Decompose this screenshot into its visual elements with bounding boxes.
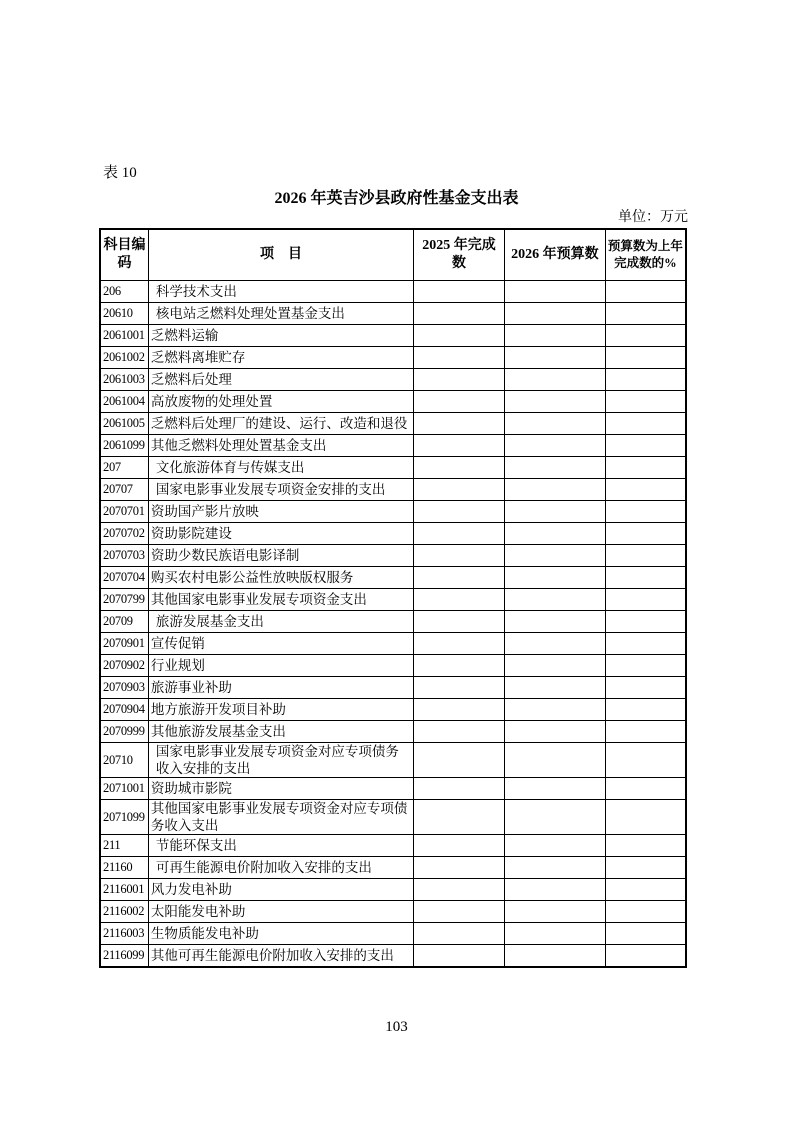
table-row <box>100 589 686 611</box>
cell-pct <box>605 835 686 857</box>
cell-item: 购买农村电影公益性放映版权服务 <box>148 567 413 589</box>
cell-v2025 <box>414 633 505 655</box>
cell-v2025 <box>414 655 505 677</box>
cell-v2025 <box>414 857 505 879</box>
cell-v2025 <box>414 945 505 968</box>
cell-item: 地方旅游开发项目补助 <box>148 699 413 721</box>
cell-pct <box>605 545 686 567</box>
cell-code: 2071099 <box>100 800 148 835</box>
cell-v2026 <box>504 303 605 325</box>
cell-code: 2061005 <box>100 413 148 435</box>
cell-v2026 <box>504 743 605 778</box>
cell-code: 211 <box>100 835 148 857</box>
cell-item: 其他国家电影事业发展专项资金支出 <box>148 589 413 611</box>
cell-code: 20710 <box>100 743 148 778</box>
cell-code: 20709 <box>100 611 148 633</box>
table-row <box>100 743 686 778</box>
cell-code: 2070799 <box>100 589 148 611</box>
cell-pct <box>605 501 686 523</box>
cell-v2025 <box>414 699 505 721</box>
cell-pct <box>605 778 686 800</box>
cell-v2025 <box>414 457 505 479</box>
table-row <box>100 923 686 945</box>
table-row <box>100 835 686 857</box>
cell-code: 2070902 <box>100 655 148 677</box>
cell-pct <box>605 857 686 879</box>
page-number: 103 <box>385 1019 408 1035</box>
cell-pct <box>605 567 686 589</box>
unit-note: 单位：万元 <box>618 210 688 225</box>
cell-v2026 <box>504 778 605 800</box>
cell-item: 其他旅游发展基金支出 <box>148 721 413 743</box>
cell-code: 2116003 <box>100 923 148 945</box>
table-header <box>100 229 686 281</box>
cell-item: 生物质能发电补助 <box>148 923 413 945</box>
cell-v2025 <box>414 501 505 523</box>
cell-code: 2061001 <box>100 325 148 347</box>
cell-item: 科学技术支出 <box>148 281 413 303</box>
cell-code: 2116001 <box>100 879 148 901</box>
table-row <box>100 523 686 545</box>
cell-v2025 <box>414 413 505 435</box>
cell-v2025 <box>414 435 505 457</box>
cell-v2026 <box>504 699 605 721</box>
cell-pct <box>605 655 686 677</box>
cell-item: 乏燃料离堆贮存 <box>148 347 413 369</box>
cell-item: 可再生能源电价附加收入安排的支出 <box>148 857 413 879</box>
cell-v2026 <box>504 369 605 391</box>
cell-code: 2070901 <box>100 633 148 655</box>
cell-code: 206 <box>100 281 148 303</box>
cell-v2025 <box>414 677 505 699</box>
cell-pct <box>605 800 686 835</box>
budget-table <box>99 228 687 968</box>
cell-code: 2070701 <box>100 501 148 523</box>
cell-pct <box>605 721 686 743</box>
table-row <box>100 633 686 655</box>
cell-v2026 <box>504 589 605 611</box>
cell-v2026 <box>504 347 605 369</box>
cell-v2025 <box>414 721 505 743</box>
table-row <box>100 567 686 589</box>
cell-code: 2070904 <box>100 699 148 721</box>
table-row <box>100 800 686 835</box>
header-cell-code: 科目编码 <box>100 229 148 281</box>
cell-pct <box>605 369 686 391</box>
cell-item: 资助城市影院 <box>148 778 413 800</box>
cell-code: 2070903 <box>100 677 148 699</box>
cell-item: 宣传促销 <box>148 633 413 655</box>
cell-item: 其他乏燃料处理处置基金支出 <box>148 435 413 457</box>
table-row <box>100 857 686 879</box>
cell-v2026 <box>504 721 605 743</box>
table-row <box>100 281 686 303</box>
cell-code: 2061002 <box>100 347 148 369</box>
cell-v2026 <box>504 835 605 857</box>
cell-code: 2070704 <box>100 567 148 589</box>
cell-v2025 <box>414 901 505 923</box>
table-row <box>100 677 686 699</box>
cell-v2026 <box>504 879 605 901</box>
cell-item: 太阳能发电补助 <box>148 901 413 923</box>
table-row <box>100 655 686 677</box>
cell-item: 乏燃料后处理厂的建设、运行、改造和退役 <box>148 413 413 435</box>
cell-item: 资助国产影片放映 <box>148 501 413 523</box>
cell-code: 21160 <box>100 857 148 879</box>
cell-pct <box>605 479 686 501</box>
table-row <box>100 391 686 413</box>
cell-v2025 <box>414 743 505 778</box>
cell-v2026 <box>504 677 605 699</box>
cell-v2026 <box>504 800 605 835</box>
cell-v2026 <box>504 413 605 435</box>
cell-v2025 <box>414 281 505 303</box>
cell-pct <box>605 325 686 347</box>
table-row <box>100 611 686 633</box>
cell-v2025 <box>414 479 505 501</box>
header-cell-2026: 2026 年预算数 <box>504 229 605 281</box>
cell-pct <box>605 589 686 611</box>
cell-code: 207 <box>100 457 148 479</box>
table-row <box>100 945 686 968</box>
cell-v2025 <box>414 923 505 945</box>
cell-item: 旅游事业补助 <box>148 677 413 699</box>
cell-code: 20707 <box>100 479 148 501</box>
cell-v2025 <box>414 523 505 545</box>
cell-item: 乏燃料运输 <box>148 325 413 347</box>
cell-v2026 <box>504 611 605 633</box>
table-row <box>100 435 686 457</box>
table-row <box>100 501 686 523</box>
header-row <box>100 229 686 281</box>
cell-v2026 <box>504 501 605 523</box>
cell-v2026 <box>504 545 605 567</box>
table-row <box>100 369 686 391</box>
cell-v2026 <box>504 901 605 923</box>
cell-v2025 <box>414 778 505 800</box>
table-row <box>100 721 686 743</box>
cell-v2025 <box>414 545 505 567</box>
cell-v2025 <box>414 589 505 611</box>
cell-pct <box>605 901 686 923</box>
cell-code: 2116002 <box>100 901 148 923</box>
table-row <box>100 457 686 479</box>
cell-pct <box>605 879 686 901</box>
table-row <box>100 545 686 567</box>
cell-v2025 <box>414 325 505 347</box>
cell-code: 2070703 <box>100 545 148 567</box>
cell-code: 2071001 <box>100 778 148 800</box>
cell-item: 核电站乏燃料处理处置基金支出 <box>148 303 413 325</box>
table-row <box>100 413 686 435</box>
cell-v2026 <box>504 457 605 479</box>
header-cell-item: 项 目 <box>148 229 413 281</box>
document-title: 2026 年英吉沙县政府性基金支出表 <box>274 190 519 207</box>
cell-v2025 <box>414 879 505 901</box>
cell-code: 2061003 <box>100 369 148 391</box>
cell-item: 其他可再生能源电价附加收入安排的支出 <box>148 945 413 968</box>
cell-code: 2061004 <box>100 391 148 413</box>
cell-item: 其他国家电影事业发展专项资金对应专项债务收入支出 <box>148 800 413 835</box>
table-label: 表 10 <box>103 165 137 181</box>
cell-v2026 <box>504 633 605 655</box>
table-row <box>100 303 686 325</box>
cell-pct <box>605 923 686 945</box>
table-row <box>100 699 686 721</box>
cell-pct <box>605 699 686 721</box>
cell-v2025 <box>414 347 505 369</box>
cell-pct <box>605 281 686 303</box>
cell-item: 节能环保支出 <box>148 835 413 857</box>
cell-pct <box>605 391 686 413</box>
cell-v2026 <box>504 523 605 545</box>
header-cell-2025: 2025 年完成数 <box>414 229 505 281</box>
cell-pct <box>605 457 686 479</box>
cell-v2025 <box>414 369 505 391</box>
cell-v2025 <box>414 611 505 633</box>
cell-item: 行业规划 <box>148 655 413 677</box>
cell-pct <box>605 303 686 325</box>
cell-pct <box>605 413 686 435</box>
cell-v2026 <box>504 391 605 413</box>
cell-pct <box>605 945 686 968</box>
cell-v2026 <box>504 281 605 303</box>
cell-pct <box>605 633 686 655</box>
cell-pct <box>605 523 686 545</box>
cell-v2026 <box>504 479 605 501</box>
table-row <box>100 325 686 347</box>
cell-v2026 <box>504 325 605 347</box>
cell-v2025 <box>414 391 505 413</box>
cell-v2026 <box>504 857 605 879</box>
cell-code: 20610 <box>100 303 148 325</box>
cell-v2025 <box>414 567 505 589</box>
cell-pct <box>605 677 686 699</box>
cell-item: 国家电影事业发展专项资金对应专项债务收入安排的支出 <box>148 743 413 778</box>
table-row <box>100 479 686 501</box>
cell-pct <box>605 347 686 369</box>
cell-v2026 <box>504 655 605 677</box>
table-body <box>100 281 686 968</box>
table-row <box>100 778 686 800</box>
cell-item: 国家电影事业发展专项资金安排的支出 <box>148 479 413 501</box>
cell-code: 2116099 <box>100 945 148 968</box>
table-row <box>100 347 686 369</box>
header-cell-pct: 预算数为上年完成数的% <box>605 229 686 281</box>
cell-code: 2070999 <box>100 721 148 743</box>
cell-item: 资助少数民族语电影译制 <box>148 545 413 567</box>
cell-pct <box>605 435 686 457</box>
cell-pct <box>605 611 686 633</box>
cell-item: 风力发电补助 <box>148 879 413 901</box>
table-row <box>100 879 686 901</box>
cell-code: 2070702 <box>100 523 148 545</box>
cell-v2026 <box>504 567 605 589</box>
cell-v2026 <box>504 923 605 945</box>
cell-item: 资助影院建设 <box>148 523 413 545</box>
cell-v2026 <box>504 435 605 457</box>
cell-item: 乏燃料后处理 <box>148 369 413 391</box>
cell-v2025 <box>414 303 505 325</box>
cell-v2025 <box>414 835 505 857</box>
cell-item: 旅游发展基金支出 <box>148 611 413 633</box>
cell-v2025 <box>414 800 505 835</box>
cell-code: 2061099 <box>100 435 148 457</box>
cell-item: 高放废物的处理处置 <box>148 391 413 413</box>
cell-pct <box>605 743 686 778</box>
cell-item: 文化旅游体育与传媒支出 <box>148 457 413 479</box>
table-row <box>100 901 686 923</box>
cell-v2026 <box>504 945 605 968</box>
